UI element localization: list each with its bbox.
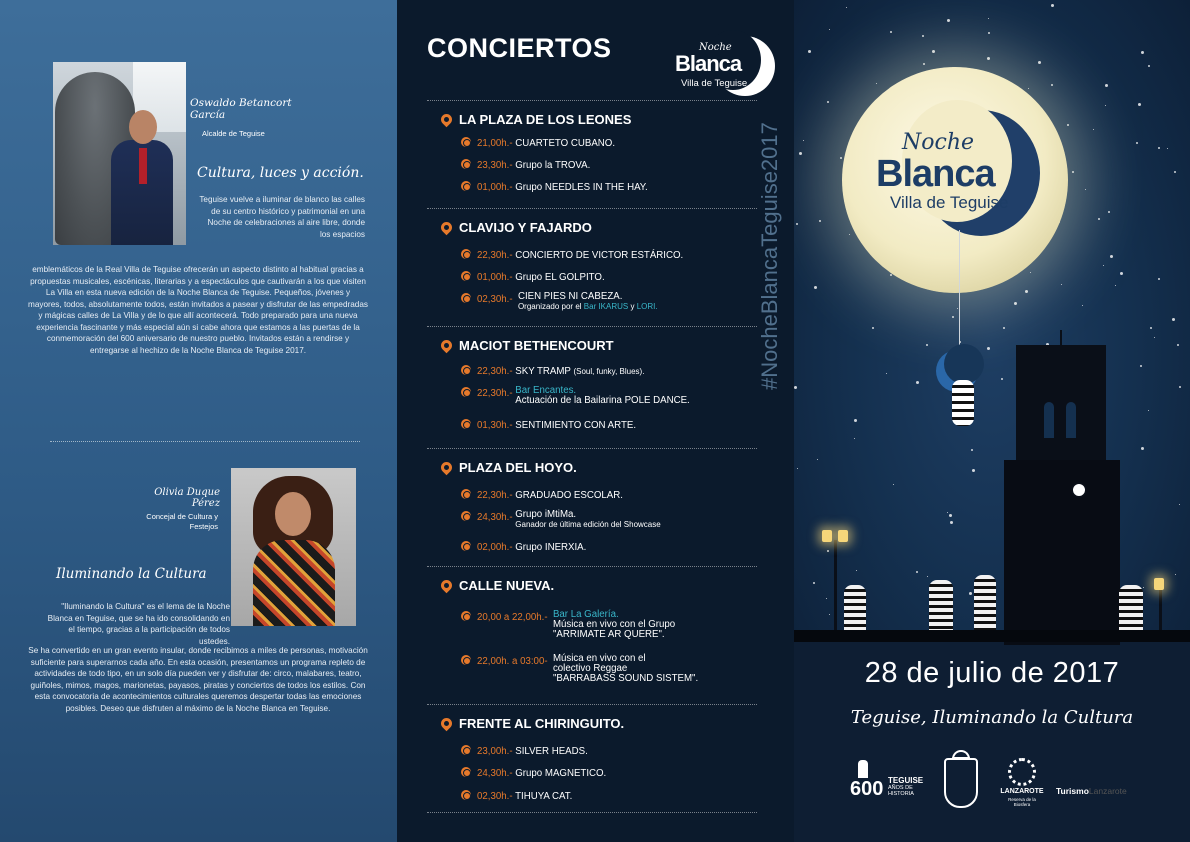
star	[987, 347, 990, 350]
clock-icon	[461, 541, 471, 551]
star	[1028, 88, 1029, 89]
star	[797, 468, 798, 469]
star	[1051, 84, 1053, 86]
star	[1103, 265, 1104, 266]
star	[826, 598, 827, 599]
clock-icon	[461, 181, 471, 191]
cover-panel	[794, 0, 1190, 842]
star	[890, 31, 892, 33]
star	[916, 381, 919, 384]
left-panel	[0, 0, 397, 842]
star	[1174, 171, 1176, 173]
star	[1150, 327, 1152, 329]
concert-item: 23,00h.- SILVER HEADS.	[461, 744, 588, 757]
clock-icon	[461, 159, 471, 169]
street-lamp	[834, 540, 837, 635]
star	[971, 449, 973, 451]
noche-blanca-logo-small: Noche Blanca Villa de Teguise	[675, 34, 775, 102]
concerts-panel	[397, 0, 794, 842]
star	[827, 101, 829, 103]
star	[1003, 327, 1005, 329]
mayor-role: Alcalde de Teguise	[202, 129, 265, 138]
star	[849, 234, 850, 235]
star	[876, 83, 877, 84]
mime-figure	[952, 380, 974, 426]
section2-paragraph-bottom: Se ha convertido en un gran evento insular, donde recibimos a miles de personas, motivación suficiente para superarnos cada año. En esta ocasión, presentamos un programa repleto de actividades de todo tipo, en un solo día pueden ver y disfrutar de: circo, malabares, teatro, guiñoles, mimos, magos, marionetas, payasos, piratas y conciertos de todos los estilos. Con esta convocatoria de acontecimientos culturales queremos despertar todas las emociones posibles. Deseo que disfruten al máximo de la Noche Blanca en Teguise.	[28, 646, 368, 713]
concert-item: 02,30h.- CIEN PIES NI CABEZA. Organizado por el Bar IKARUS y LORI.	[461, 292, 658, 312]
star	[916, 571, 918, 573]
clock-icon	[461, 271, 471, 281]
clock-icon	[461, 419, 471, 429]
venue-title: LA PLAZA DE LOS LEONES	[441, 112, 631, 127]
star	[1138, 103, 1141, 106]
mayor-photo	[53, 62, 186, 245]
concerts-title: CONCIERTOS	[427, 33, 612, 63]
event-date: 28 de julio de 2017	[864, 657, 1120, 689]
concert-item: 01,00h.- Grupo NEEDLES IN THE HAY.	[461, 180, 648, 193]
star	[1067, 124, 1069, 126]
star	[1141, 447, 1144, 450]
star	[1001, 378, 1003, 380]
star	[926, 344, 928, 346]
logo-noche: Noche	[902, 130, 975, 155]
star	[803, 140, 804, 141]
concert-item: 20,00 a 22,00h.- Bar La Galería. Música en vivo con el Grupo "ARRIMATE AR QUERE".	[461, 610, 675, 640]
mime-figure	[844, 585, 866, 635]
star	[827, 550, 829, 552]
clock-icon	[461, 790, 471, 800]
councillor-signature: Olivia Duque Pérez	[154, 487, 220, 509]
star	[817, 459, 818, 460]
star	[846, 7, 847, 8]
concert-item: 02,30h.- TIHUYA CAT.	[461, 789, 572, 802]
concert-item: 22,30h.- GRADUADO ESCOLAR.	[461, 488, 623, 501]
star	[1105, 84, 1108, 87]
star	[923, 63, 925, 65]
section1-paragraph-bottom: emblemáticos de la Real Villa de Teguise ofrecerán un aspecto distinto al habitual gracias a propuestas musicales, escénicas, literarias y a espectáculos que cautivarán a los que visiten La Villa en esta nueva edición de la Noche Blanca de Teguise. Pequeños, jóvenes y mayores, todos, absolutamente todos, están invitados a pasear y disfrutar de las empedradas y mágicas calles de La Villa y de lo que allí acontecerá. Todo preparado para una nueva experiencia fascinante y más especial aún si cabe ahora que estamos a las puertas de la conmemoración del 600 aniversario de nuestro pueblo. Invitados están a rendirse y entregarse al hechizo de la Noche Blanca de Teguise 2017.	[28, 265, 368, 355]
star	[1172, 318, 1175, 321]
street-lamp	[1159, 585, 1162, 635]
star	[1136, 142, 1138, 144]
concert-item: 01,30h.- SENTIMIENTO CON ARTE.	[461, 418, 636, 431]
mime-figure	[929, 580, 953, 635]
star	[1108, 211, 1110, 213]
coat-of-arms-icon	[944, 758, 978, 808]
star	[1179, 386, 1181, 388]
star	[947, 19, 950, 22]
clock-icon	[461, 745, 471, 755]
star	[1072, 171, 1074, 173]
star	[1167, 148, 1168, 149]
star	[972, 469, 975, 472]
mayor-signature: Oswaldo Betancort García	[190, 97, 292, 121]
venue-title: CLAVIJO Y FAJARDO	[441, 220, 592, 235]
star	[854, 438, 855, 439]
star	[1179, 504, 1180, 505]
sun-icon	[1008, 758, 1036, 786]
location-pin-icon	[439, 338, 455, 354]
star	[1093, 129, 1094, 130]
star	[949, 514, 952, 517]
turismo-lanzarote-logo: TurismoLanzarote	[1056, 786, 1127, 796]
star	[957, 308, 958, 309]
star	[1098, 218, 1100, 220]
venue-title: MACIOT BETHENCOURT	[441, 338, 614, 353]
concert-item: 24,30h.- Grupo MAGNETICO.	[461, 766, 606, 779]
star	[808, 50, 811, 53]
star	[947, 512, 948, 513]
star	[1105, 105, 1106, 106]
clock-icon	[461, 137, 471, 147]
mime-figure	[1119, 585, 1143, 635]
councillor-role: Concejal de Cultura y Festejos	[146, 512, 218, 531]
concert-item: 24,30h.- Grupo iMtiMa. Ganador de última edición del Showcase	[461, 510, 661, 530]
star	[950, 521, 953, 524]
star	[952, 316, 954, 318]
logo-villa: Villa de Teguise	[890, 193, 1009, 212]
location-pin-icon	[439, 112, 455, 128]
lanzarote-logo: LANZAROTE Reserva de la Biosfera	[1000, 754, 1044, 806]
star	[1082, 305, 1083, 306]
concert-item: 22,30h.- Bar Encantes. Actuación de la Bailarina POLE DANCE.	[461, 386, 690, 406]
star	[840, 157, 842, 159]
concert-item: 01,00h.- Grupo EL GOLPITO.	[461, 270, 605, 283]
star	[1175, 574, 1176, 575]
star	[927, 576, 928, 577]
star	[872, 327, 874, 329]
star	[1038, 61, 1041, 64]
star	[1051, 4, 1054, 7]
clock-icon	[461, 387, 471, 397]
star	[1120, 272, 1123, 275]
star	[1148, 65, 1150, 67]
star	[819, 220, 821, 222]
star	[988, 32, 990, 34]
star	[1085, 189, 1086, 190]
location-pin-icon	[439, 220, 455, 236]
section1-paragraph-top: Teguise vuelve a iluminar de blanco las calles de su centro histórico y patrimonial en una Noche de celebraciones al aire libre, donde los espacios	[199, 195, 365, 239]
mime-figure	[974, 575, 996, 635]
location-pin-icon	[439, 578, 455, 594]
star	[1140, 365, 1142, 367]
star	[1148, 410, 1149, 411]
section1-heading: Cultura, luces y acción.	[197, 165, 364, 181]
star	[813, 582, 815, 584]
star	[1061, 284, 1062, 285]
star	[1141, 51, 1144, 54]
concert-item: 21,00h.- CUARTETO CUBANO.	[461, 136, 615, 149]
star	[854, 419, 857, 422]
clock-icon	[461, 365, 471, 375]
star	[1158, 278, 1160, 280]
star	[969, 592, 972, 595]
star	[794, 386, 797, 389]
star	[987, 57, 990, 60]
hashtag-vertical: #NocheBlancaTeguise2017	[757, 122, 782, 390]
clock-icon	[1071, 482, 1087, 498]
star	[829, 29, 830, 30]
star	[1154, 337, 1155, 338]
star	[799, 152, 802, 155]
clock-icon	[461, 611, 471, 621]
clock-icon	[461, 489, 471, 499]
star	[1158, 147, 1160, 149]
councillor-photo	[231, 468, 356, 626]
star	[893, 484, 894, 485]
star	[814, 286, 817, 289]
star	[988, 18, 989, 19]
star	[1025, 290, 1028, 293]
clock-icon	[461, 767, 471, 777]
section2-heading: Iluminando la Cultura	[56, 566, 207, 582]
star	[1110, 255, 1113, 258]
venue-title: CALLE NUEVA.	[441, 578, 554, 593]
star	[922, 35, 924, 37]
clock-icon	[461, 655, 471, 665]
concert-item: 22,30h.- SKY TRAMP (Soul, funky, Blues).	[461, 364, 644, 377]
section-divider	[50, 441, 360, 442]
venue-title: FRENTE AL CHIRINGUITO.	[441, 716, 624, 731]
location-pin-icon	[439, 460, 455, 476]
star	[1030, 272, 1031, 273]
star	[1115, 285, 1116, 286]
event-tagline: Teguise, Iluminando la Cultura	[850, 707, 1134, 728]
star	[1143, 587, 1144, 588]
venue-title: PLAZA DEL HOYO.	[441, 460, 577, 475]
concert-item: 22,00h. a 03:00- Música en vivo con el colectivo Reggae "BARRABASS SOUND SISTEM".	[461, 654, 698, 684]
star	[1177, 344, 1179, 346]
star	[856, 570, 857, 571]
star	[886, 373, 887, 374]
star	[796, 223, 798, 225]
star	[829, 614, 830, 615]
concert-item: 22,30h.- CONCIERTO DE VICTOR ESTÁRICO.	[461, 248, 683, 261]
star	[1014, 302, 1017, 305]
star	[932, 50, 935, 53]
logo-blanca: Blanca	[876, 153, 995, 195]
clock-icon	[461, 511, 471, 521]
clock-icon	[461, 249, 471, 259]
location-pin-icon	[439, 716, 455, 732]
teguise-600-logo: 600 TEGUISE AÑOS DE HISTORIA	[850, 760, 914, 812]
concert-item: 02,00h.- Grupo INERXIA.	[461, 540, 586, 553]
section2-paragraph-top: "Iluminando la Cultura" es el lema de la Noche Blanca en Teguise, que se ha ido consolidando en el tiempo, gracias a la participación de todos ustedes.	[47, 602, 230, 646]
clock-icon	[461, 293, 471, 303]
star	[890, 274, 892, 276]
concert-item: 23,30h.- Grupo la TROVA.	[461, 158, 590, 171]
